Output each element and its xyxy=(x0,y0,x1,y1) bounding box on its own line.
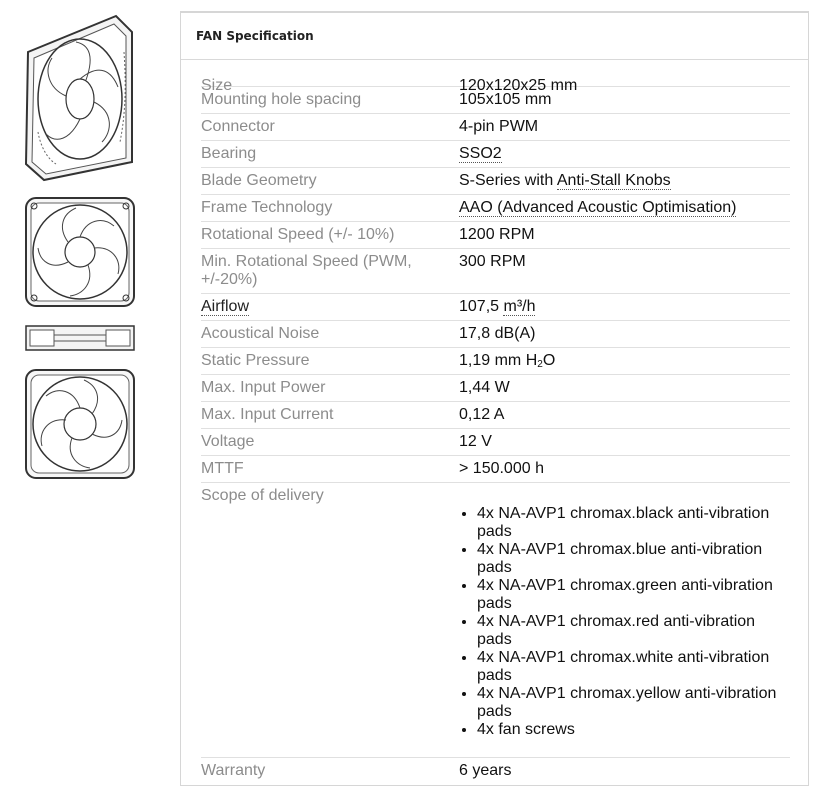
fan-front-image xyxy=(24,196,136,308)
anti-stall-knobs-link[interactable]: Anti-Stall Knobs xyxy=(556,172,671,189)
static-pressure-subscript: 2 xyxy=(537,359,543,370)
spec-value xyxy=(459,199,789,217)
spec-label: Acoustical Noise xyxy=(201,325,320,342)
spec-label: Mounting hole spacing xyxy=(201,91,362,108)
spec-label: Frame Technology xyxy=(201,199,333,216)
spec-label: Rotational Speed (+/- 10%) xyxy=(201,226,395,243)
spec-table xyxy=(201,60,790,785)
static-pressure-number: 1,19 mm H xyxy=(459,352,538,369)
panel-title: FAN Specification xyxy=(181,13,808,60)
spec-row-static-pressure xyxy=(201,348,790,375)
fan-front-thumbnail[interactable] xyxy=(24,196,136,308)
airflow-unit-link[interactable]: m³/h xyxy=(503,298,536,315)
spec-value: 1200 RPM xyxy=(459,226,535,243)
spec-row-scope-of-delivery xyxy=(201,483,790,758)
spec-row-airflow xyxy=(201,294,790,321)
list-item: • 4x fan screws xyxy=(477,721,789,739)
aao-link[interactable]: AAO (Advanced Acoustic Optimisation) xyxy=(459,199,737,216)
list-item: • 4x NA-AVP1 chromax.red anti-vibration pads xyxy=(477,613,789,649)
spec-label: Static Pressure xyxy=(201,352,310,369)
spec-label xyxy=(201,298,441,316)
spec-value: 17,8 dB(A) xyxy=(459,325,536,342)
spec-value xyxy=(459,145,789,163)
spec-value: 120x120x25 mm xyxy=(459,77,578,94)
spec-value xyxy=(459,352,789,374)
spec-row-connector xyxy=(201,114,790,141)
spec-label: Connector xyxy=(201,118,275,135)
list-item: • 4x NA-AVP1 chromax.green anti-vibration pads xyxy=(477,577,789,613)
spec-value: 12 V xyxy=(459,433,492,450)
spec-row-voltage xyxy=(201,429,790,456)
spec-label: Warranty xyxy=(201,762,266,779)
fan-perspective-thumbnail[interactable] xyxy=(20,12,138,184)
scope-list xyxy=(459,505,789,739)
spec-row-frame-technology xyxy=(201,195,790,222)
fan-back-image xyxy=(24,368,136,480)
spec-value xyxy=(459,172,789,190)
spec-row-max-input-power xyxy=(201,375,790,402)
spec-row-bearing xyxy=(201,141,790,168)
spec-label: Scope of delivery xyxy=(201,487,324,504)
airflow-number: 107,5 xyxy=(459,298,504,315)
spec-label: Size xyxy=(201,77,233,94)
spec-value xyxy=(459,298,789,316)
blade-geometry-text: S-Series with xyxy=(459,172,557,189)
spec-value: 4-pin PWM xyxy=(459,118,539,135)
spec-row-warranty xyxy=(201,758,790,785)
spec-row-acoustical-noise xyxy=(201,321,790,348)
spec-value: 6 years xyxy=(459,762,512,779)
spec-row-rotational-speed xyxy=(201,222,790,249)
list-item: • 4x NA-AVP1 chromax.black anti-vibration pads xyxy=(477,505,789,541)
fan-back-thumbnail[interactable] xyxy=(24,368,136,480)
spec-label: Blade Geometry xyxy=(201,172,317,189)
spec-label: Min. Rotational Speed (PWM, +/-20%) xyxy=(201,253,412,288)
scope-list-container xyxy=(459,505,789,739)
list-item: • 4x NA-AVP1 chromax.white anti-vibration pads xyxy=(477,649,789,685)
spec-label: Voltage xyxy=(201,433,255,450)
spec-label: Bearing xyxy=(201,145,257,162)
spec-row-mounting-hole-spacing xyxy=(201,87,790,114)
fan-side-thumbnail[interactable] xyxy=(24,323,136,353)
spec-value: 0,12 A xyxy=(459,406,505,423)
spec-value: > 150.000 h xyxy=(459,460,544,477)
fan-side-image xyxy=(24,323,136,353)
fan-perspective-image xyxy=(20,12,138,184)
spec-row-max-input-current xyxy=(201,402,790,429)
spec-label: MTTF xyxy=(201,460,244,477)
static-pressure-tail: O xyxy=(542,352,556,369)
list-item: • 4x NA-AVP1 chromax.blue anti-vibration pads xyxy=(477,541,789,577)
spec-row-size xyxy=(201,60,790,94)
bearing-link[interactable]: SSO2 xyxy=(459,145,502,162)
spec-value: 105x105 mm xyxy=(459,91,552,108)
airflow-link[interactable]: Airflow xyxy=(201,298,250,315)
spec-value: 1,44 W xyxy=(459,379,510,396)
list-item: • 4x NA-AVP1 chromax.yellow anti-vibration pads xyxy=(477,685,789,721)
spec-row-mttf xyxy=(201,456,790,483)
spec-label: Max. Input Power xyxy=(201,379,326,396)
spec-value: 300 RPM xyxy=(459,253,526,270)
spec-row-blade-geometry xyxy=(201,168,790,195)
spec-label: Max. Input Current xyxy=(201,406,334,423)
fan-specification-panel xyxy=(180,11,809,786)
spec-row-min-rotational-speed xyxy=(201,249,790,294)
